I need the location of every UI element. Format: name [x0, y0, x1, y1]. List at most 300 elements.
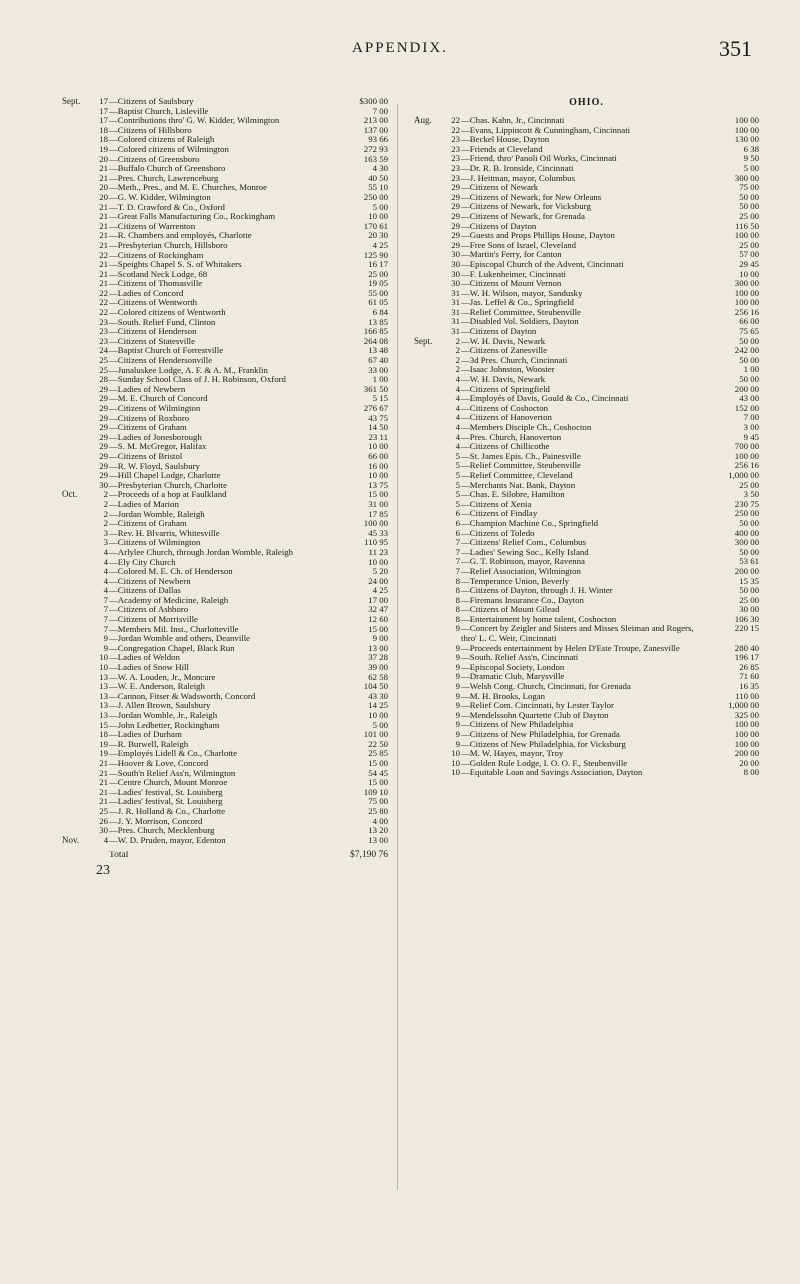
ledger-row [414, 519, 759, 529]
entry-amount: 39 00 [368, 662, 388, 673]
entry-donor: —Citizens of Dayton, through J. H. Winter [461, 586, 613, 596]
entry-donor: —W. E. Anderson, Raleigh [109, 682, 205, 692]
entry-donor: —Citizens of Coshocton [461, 403, 548, 413]
entry-donor: —Hoover & Love, Concord [109, 758, 209, 768]
ledger-row [414, 279, 759, 289]
entry-donor: —Meth., Pres., and M. E. Churches, Monroe [109, 183, 268, 193]
entry-amount: 272 93 [363, 143, 388, 154]
ledger-row [414, 423, 759, 433]
entry-donor: —W. A. Louden, Jr., Moncure [109, 672, 216, 682]
entry-amount: 250 00 [734, 508, 759, 519]
entry-day: 4 [103, 566, 108, 577]
ledger-row [414, 509, 759, 519]
entry-day: 19 [99, 738, 108, 749]
ledger-row [414, 740, 759, 750]
entry-day: 25 [99, 355, 108, 366]
ledger-row [62, 414, 388, 424]
entry-donor: —Proceeds entertainment by Helen D'Este Troupe, Zanesville [461, 643, 680, 653]
ledger-row [62, 279, 388, 289]
left-ledger-rows [62, 97, 388, 845]
entry-donor: —Citizens of Roxboro [109, 413, 190, 423]
ledger-row [62, 567, 388, 577]
entry-day: 30 [451, 249, 460, 260]
entry-donor: —Citizens of Rockingham [109, 250, 204, 260]
entry-amount: 17 00 [368, 594, 388, 605]
entry-donor: —R. Chambers and employés, Charlotte [109, 231, 252, 241]
entry-donor: —Ladies of Snow Hill [109, 663, 189, 673]
entry-day: 9 [455, 623, 460, 634]
entry-amount: 5 15 [372, 393, 388, 404]
entry-day: 7 [455, 537, 460, 548]
entry-month: Aug. [414, 115, 432, 125]
entry-donor: —Citizens of Hendersonville [109, 356, 213, 366]
ledger-row [62, 538, 388, 548]
entry-amount: 50 00 [739, 191, 759, 202]
entry-day: 29 [99, 403, 108, 413]
entry-amount: 11 23 [368, 546, 388, 557]
ledger-row [414, 241, 759, 251]
entry-donor: —Concert by Zeigler and Sisters and Misses Sleiman and Rogers, thro' L. C. Weir, Cincinnati [461, 624, 694, 644]
entry-day: 15 [99, 719, 108, 730]
entry-day: 13 [99, 681, 108, 692]
entry-day: 4 [103, 575, 108, 586]
entry-donor: —W. H. Davis, Newark [461, 336, 546, 346]
entry-amount: 100 00 [734, 450, 759, 461]
ledger-row [62, 212, 388, 222]
entry-day: 29 [451, 191, 460, 202]
entry-donor: —Citizens of Wilmington [109, 404, 201, 413]
entry-donor: —Dr. R. B. Ironside, Cincinnati [461, 163, 574, 173]
ledger-row [414, 356, 759, 366]
entry-day: 30 [451, 268, 460, 279]
entry-day: 4 [455, 383, 460, 394]
entry-donor: —Disabled Vol. Soldiers, Dayton [461, 317, 579, 327]
entry-amount: 13 20 [368, 825, 388, 836]
entry-amount: 13 85 [368, 316, 388, 327]
entry-day: 13 [99, 700, 108, 711]
entry-donor: —South. Relief Ass'n, Cincinnati [461, 653, 579, 663]
entry-donor: —Friend, thro' Panoli Oil Works, Cincinnati [461, 154, 617, 164]
ledger-row [414, 317, 759, 327]
entry-day: 9 [103, 633, 108, 644]
entry-donor: —Contributions thro' G. W. Kidder, Wilmington [109, 116, 280, 126]
ledger-row [62, 749, 388, 759]
entry-amount: 61 05 [368, 297, 388, 308]
entry-amount: 100 00 [734, 738, 759, 749]
entry-amount: 196 17 [734, 652, 759, 663]
entry-amount: 700 00 [734, 441, 759, 452]
entry-donor: —Ladies' festival, St. Louisberg [109, 797, 223, 807]
entry-amount: 9 50 [743, 153, 759, 164]
entry-donor: —Employés of Davis, Gould & Co., Cincinnati [461, 394, 629, 404]
entry-day: 29 [451, 201, 460, 212]
entry-donor: —M. E. Church of Concord [109, 394, 208, 404]
entry-amount: 125 90 [363, 249, 388, 260]
entry-amount: 6 84 [372, 307, 388, 318]
entry-amount: 26 85 [739, 661, 759, 672]
entry-amount: 110 95 [364, 537, 388, 548]
entry-amount: 10 00 [368, 441, 388, 452]
entry-day: 8 [455, 594, 460, 605]
entry-amount: 93 66 [368, 134, 388, 145]
entry-donor: —M. W. Hayes, mayor, Troy [461, 749, 564, 759]
entry-day: 21 [99, 278, 108, 289]
entry-donor: —T. D. Crawford & Co., Oxford [109, 202, 225, 212]
entry-donor: —Jordan Womble, Raleigh [109, 509, 205, 519]
entry-day: 29 [99, 450, 108, 461]
entry-amount: 104 50 [363, 681, 388, 692]
ledger-row [62, 308, 388, 318]
entry-day: 23 [99, 335, 108, 346]
ledger-row [62, 586, 388, 596]
entry-amount: 400 00 [734, 527, 759, 538]
entry-day: 21 [99, 259, 108, 270]
ledger-row [414, 394, 759, 404]
entry-day: 6 [455, 527, 460, 538]
entry-day: 29 [451, 239, 460, 250]
ledger-row [62, 692, 388, 702]
entry-amount: 100 00 [734, 297, 759, 308]
ledger-row [62, 107, 388, 117]
entry-donor: —Merchants Nat. Bank, Dayton [461, 480, 576, 490]
entry-amount: 14 25 [368, 700, 388, 711]
entry-day: 20 [99, 153, 108, 164]
ledger-row [414, 557, 759, 567]
ledger-row [62, 442, 388, 452]
entry-amount: 13 75 [368, 479, 388, 490]
entry-day: 19 [99, 143, 108, 154]
entry-day: 29 [99, 431, 108, 442]
entry-amount: 55 00 [368, 287, 388, 298]
entry-day: 9 [455, 738, 460, 749]
entry-day: 23 [451, 162, 460, 173]
ledger-row [62, 797, 388, 807]
ledger-row [62, 519, 388, 529]
entry-day: 25 [99, 364, 108, 375]
entry-donor: —Ely City Church [109, 557, 176, 567]
ledger-row [62, 270, 388, 280]
entry-donor: —Ladies of Durham [109, 730, 182, 740]
entry-donor: —Cannon, Fitser & Wadsworth, Concord [109, 691, 256, 701]
entry-amount: 5 00 [372, 719, 388, 730]
entry-donor: —St. James Epis. Ch., Painesville [461, 451, 581, 461]
entry-day: 30 [99, 479, 108, 490]
entry-day: 22 [99, 307, 108, 318]
ledger-row [62, 769, 388, 779]
entry-donor: —Jordan Womble and others, Deanville [109, 634, 251, 644]
entry-donor: —Citizens of Greensboro [109, 154, 200, 164]
ledger-row [62, 327, 388, 337]
entry-donor: —Chas. Kahn, Jr., Cincinnati [461, 116, 565, 125]
entry-donor: —Citizens of Findlay [461, 509, 538, 519]
entry-amount: 13 00 [368, 642, 388, 653]
entry-donor: —Equitable Loan and Savings Association, Dayton [461, 768, 643, 778]
entry-amount: 4 25 [372, 239, 388, 250]
entry-donor: —Relief Association, Wilmington [461, 566, 581, 576]
entry-donor: —Citizens of Graham [109, 423, 187, 433]
entry-day: 23 [451, 153, 460, 164]
entry-amount: 16 17 [368, 259, 388, 270]
entry-day: 4 [455, 441, 460, 452]
left-ledger-column [62, 97, 388, 879]
entry-day: 5 [455, 469, 460, 480]
entry-donor: —Citizens of Wilmington [109, 538, 201, 548]
entry-day: 31 [451, 287, 460, 298]
ledger-row [62, 462, 388, 472]
entry-donor: —Citizens of Chillicothe [461, 442, 550, 452]
total-amount: $7,190 76 [350, 850, 388, 861]
entry-day: 21 [99, 211, 108, 222]
entry-donor: —Citizens' Relief Com., Columbus [461, 538, 586, 548]
entry-amount: 50 00 [739, 335, 759, 346]
entry-amount: 50 00 [739, 546, 759, 557]
entry-day: 9 [455, 681, 460, 692]
entry-day: 26 [99, 815, 108, 826]
ledger-row [62, 663, 388, 673]
entry-donor: —Citizens of Statesville [109, 336, 196, 346]
entry-donor: —Firemans Insurance Co., Dayton [461, 595, 584, 605]
ledger-row [414, 481, 759, 491]
entry-amount: 5 20 [372, 566, 388, 577]
entry-amount: 280 40 [734, 642, 759, 653]
page-header [0, 36, 800, 70]
entry-amount: 10 00 [368, 710, 388, 720]
ledger-row [62, 778, 388, 788]
entry-amount: 152 00 [734, 402, 759, 413]
ledger-row [62, 164, 388, 174]
entry-amount: 10 00 [368, 556, 388, 567]
ledger-row [62, 452, 388, 462]
entry-amount: 29 45 [739, 258, 759, 269]
entry-amount: 3 00 [743, 422, 759, 432]
entry-amount: 8 00 [743, 767, 759, 778]
ledger-row [62, 817, 388, 827]
entry-day: 13 [99, 690, 108, 701]
entry-amount: 361 50 [363, 383, 388, 394]
entry-day: 17 [99, 115, 108, 126]
ledger-row [62, 97, 388, 107]
entry-amount: 13 00 [368, 834, 388, 845]
entry-day: 23 [451, 134, 460, 145]
entry-day: 9 [455, 729, 460, 739]
entry-day: 18 [99, 124, 108, 135]
entry-donor: —R. Burwell, Raleigh [109, 739, 189, 749]
entry-donor: —South. Relief Fund, Clinton [109, 317, 216, 327]
entry-donor: —Citizens of New Philadelphia, for Grenada [461, 730, 620, 739]
ledger-row [62, 481, 388, 491]
entry-amount: 200 00 [734, 565, 759, 576]
entry-amount: 25 00 [739, 479, 759, 490]
entry-amount: 50 00 [739, 374, 759, 385]
entry-donor: —Champion Machine Co., Springfield [461, 518, 599, 528]
ledger-row [62, 193, 388, 203]
ledger-row [62, 366, 388, 376]
entry-donor: —J. Allen Brown, Saulsbury [109, 701, 211, 711]
ledger-row [62, 231, 388, 241]
ledger-row [62, 298, 388, 308]
entry-amount: 10 00 [368, 470, 388, 481]
ledger-row [414, 250, 759, 260]
entry-day: 6 [455, 508, 460, 519]
entry-day: 29 [99, 470, 108, 481]
entry-day: 9 [455, 719, 460, 730]
entry-amount: 25 00 [739, 239, 759, 250]
entry-amount: 23 11 [368, 431, 388, 442]
ledger-row [414, 682, 759, 692]
entry-donor: —Relief Committee, Cleveland [461, 470, 573, 480]
ledger-row [414, 404, 759, 414]
ledger-row [414, 759, 759, 769]
entry-donor: —Colored citizens of Raleigh [109, 135, 215, 145]
ledger-row [62, 730, 388, 740]
entry-amount: 55 10 [368, 182, 388, 193]
ledger-row [414, 413, 759, 423]
entry-amount: 53 61 [739, 556, 759, 567]
ledger-row [62, 740, 388, 750]
entry-amount: 5 00 [372, 201, 388, 212]
entry-donor: —F. Lukenheimer, Cincinnati [461, 269, 566, 279]
entry-month: Oct. [62, 489, 78, 500]
entry-amount: 67 40 [368, 355, 388, 366]
entry-donor: —Guests and Props Phillips House, Dayton [461, 231, 615, 241]
entry-amount: 66 00 [368, 450, 388, 461]
entry-donor: —Members Disciple Ch., Coshocton [461, 423, 592, 432]
entry-donor: —Jas. Leffel & Co., Springfield [461, 298, 574, 308]
entry-day: 30 [451, 278, 460, 289]
entry-amount: 200 00 [734, 748, 759, 759]
ledger-row [62, 529, 388, 539]
entry-donor: —Pres. Church, Lawrenceburg [109, 173, 219, 183]
entry-donor: —Dramatic Club, Marysville [461, 672, 565, 682]
ledger-row [62, 701, 388, 711]
entry-donor: —Citizens of Dayton [461, 221, 537, 231]
entry-amount: 4 30 [372, 163, 388, 174]
ledger-row [62, 826, 388, 836]
ledger-row [414, 730, 759, 740]
entry-amount: 12 60 [368, 614, 388, 625]
ledger-row [414, 711, 759, 721]
entry-day: 22 [99, 249, 108, 260]
ledger-row [414, 337, 759, 347]
entry-day: 29 [451, 182, 460, 193]
entry-month: Nov. [62, 834, 80, 845]
ledger-row [62, 471, 388, 481]
ledger-row [62, 605, 388, 615]
entry-amount: 71 60 [739, 671, 759, 682]
entry-day: 5 [455, 498, 460, 509]
entry-donor: —Relief Com. Cincinnati, by Lester Taylor [461, 701, 614, 711]
entry-day: 2 [455, 364, 460, 375]
entry-day: 6 [455, 517, 460, 528]
entry-amount: 4 25 [372, 585, 388, 596]
entry-day: 2 [103, 518, 108, 529]
entry-donor: —Baptist Church, Lisleville [109, 106, 209, 116]
entry-amount: 7 00 [372, 105, 388, 116]
entry-amount: 256 16 [734, 460, 759, 471]
entry-donor: —W. H. Davis, Newark [461, 375, 546, 385]
ledger-row [62, 721, 388, 731]
entry-day: 2 [103, 489, 108, 500]
ledger-row [414, 231, 759, 241]
entry-donor: —Chas. E. Silobre, Hamilton [461, 490, 565, 500]
entry-amount: 43 75 [368, 412, 388, 423]
ledger-row [62, 423, 388, 433]
entry-amount: 170 61 [363, 220, 388, 231]
ledger-row [414, 471, 759, 481]
entry-day: 29 [99, 441, 108, 452]
entry-donor: —Citizens of Wentworth [109, 298, 198, 308]
entry-amount: 230 75 [734, 498, 759, 509]
entry-amount: 16 00 [368, 460, 388, 471]
ledger-row [62, 356, 388, 366]
ledger-row [62, 673, 388, 683]
entry-donor: —Ladies' Sewing Soc., Kelly Island [461, 547, 589, 557]
entry-amount: 19 05 [368, 278, 388, 289]
ledger-row [62, 135, 388, 145]
entry-donor: —Episcopal Society, London [461, 662, 565, 672]
ledger-row [414, 126, 759, 136]
ledger-row [62, 644, 388, 654]
entry-donor: —Episcopal Church of the Advent, Cincinnati [461, 259, 624, 269]
entry-day: 29 [99, 393, 108, 404]
entry-day: 29 [99, 422, 108, 433]
ledger-row [414, 538, 759, 548]
entry-amount: 325 00 [734, 709, 759, 720]
entry-donor: —Citizens of Zanesville [461, 346, 547, 356]
entry-donor: —Buffalo Church of Greensboro [109, 164, 226, 174]
entry-donor: —Citizens of Xenia [461, 499, 532, 509]
entry-amount: 75 65 [739, 326, 759, 337]
entry-amount: 32 47 [368, 604, 388, 615]
entry-donor: —Mendelssohn Quartette Club of Dayton [461, 710, 609, 720]
entry-amount: 15 00 [368, 777, 388, 788]
ledger-row [414, 270, 759, 280]
entry-amount: 242 00 [734, 345, 759, 356]
entry-day: 21 [99, 786, 108, 797]
ledger-row [62, 634, 388, 644]
entry-amount: 130 00 [734, 134, 759, 145]
entry-day: 21 [99, 777, 108, 788]
entry-amount: 25 80 [368, 805, 388, 816]
entry-day: 31 [451, 326, 460, 337]
entry-donor: —Baptist Church of Forrestville [109, 346, 224, 356]
ledger-row [62, 711, 388, 721]
entry-amount: 6 38 [743, 143, 759, 154]
ledger-row [62, 346, 388, 356]
entry-day: 9 [455, 700, 460, 711]
entry-day: 9 [455, 690, 460, 701]
entry-amount: 166 85 [363, 326, 388, 337]
entry-donor: —Citizens of Newark [461, 183, 539, 193]
ledger-row [414, 605, 759, 615]
ledger-row [414, 202, 759, 212]
section-title-ohio: OHIO. [569, 97, 604, 108]
entry-day: 29 [451, 230, 460, 241]
ledger-row [62, 385, 388, 395]
entry-donor: —Arlylee Church, through Jordan Womble, Raleigh [109, 547, 294, 557]
ledger-row [62, 116, 388, 126]
ledger-row [414, 672, 759, 682]
entry-day: 18 [99, 134, 108, 145]
entry-day: 28 [99, 374, 108, 385]
entry-amount: 40 50 [368, 172, 388, 183]
entry-day: 9 [455, 671, 460, 682]
ledger-row [414, 529, 759, 539]
entry-donor: —Proceeds of a hop at Faulkland [109, 490, 227, 500]
entry-amount: 1 00 [372, 374, 388, 385]
entry-amount: 3 50 [743, 489, 759, 500]
entry-donor: —J. Y. Morrison, Concord [109, 816, 203, 826]
